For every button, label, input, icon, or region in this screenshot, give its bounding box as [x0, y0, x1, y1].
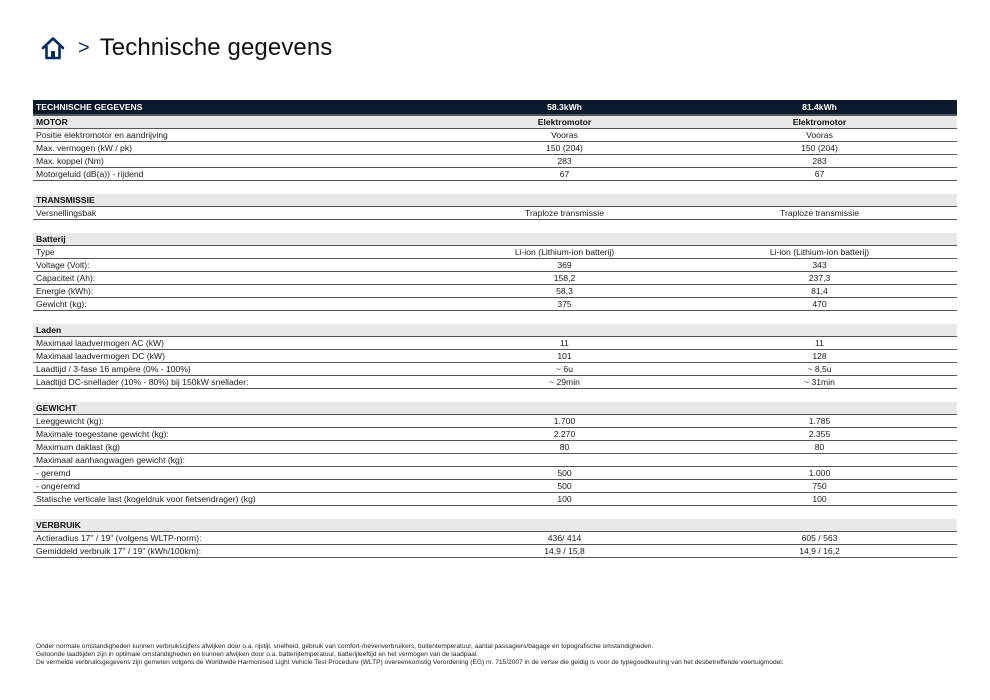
row-label: Gewicht (kg): — [33, 298, 447, 311]
table-row — [33, 415, 957, 428]
row-value-58kwh: 150 (204) — [447, 142, 682, 155]
row-value-58kwh: ~ 6u — [447, 363, 682, 376]
section-value-58kwh — [447, 402, 682, 415]
row-value-81kwh: 1.000 — [682, 467, 957, 480]
row-value-81kwh: 2.355 — [682, 428, 957, 441]
row-label: Voltage (Volt): — [33, 259, 447, 272]
table-row — [33, 467, 957, 480]
table-row — [33, 545, 957, 558]
section-value-58kwh — [447, 194, 682, 207]
table-row — [33, 142, 957, 155]
row-value-58kwh: 158,2 — [447, 272, 682, 285]
section-spacer — [33, 506, 957, 520]
row-value-81kwh: 605 / 563 — [682, 532, 957, 545]
row-value-81kwh — [682, 454, 957, 467]
row-label: Maximale toegestane gewicht (kg): — [33, 428, 447, 441]
row-label: Leeggewicht (kg): — [33, 415, 447, 428]
row-value-81kwh: ~ 8,5u — [682, 363, 957, 376]
row-label: - ongeremd — [33, 480, 447, 493]
row-label: Positie elektromotor en aandrijving — [33, 129, 447, 142]
section-header-row — [33, 402, 957, 415]
row-value-58kwh: ~ 29min — [447, 376, 682, 389]
row-value-81kwh: 470 — [682, 298, 957, 311]
row-label: Maximaal laadvermogen DC (kW) — [33, 350, 447, 363]
section-value-58kwh — [447, 233, 682, 246]
section-value-81kwh: Elektromotor — [682, 115, 957, 129]
row-label: Gemiddeld verbruik 17" / 19" (kWh/100km): — [33, 545, 447, 558]
row-value-58kwh: 375 — [447, 298, 682, 311]
row-value-58kwh: Traploze transmissie — [447, 207, 682, 220]
row-value-58kwh: 58,3 — [447, 285, 682, 298]
section-value-58kwh — [447, 519, 682, 532]
row-value-81kwh: 150 (204) — [682, 142, 957, 155]
section-header-row — [33, 194, 957, 207]
row-label: Motorgeluid (dB(a)) - rijdend — [33, 168, 447, 181]
row-label: Versnellingsbak — [33, 207, 447, 220]
row-value-81kwh: 100 — [682, 493, 957, 506]
table-row — [33, 285, 957, 298]
row-value-81kwh: 67 — [682, 168, 957, 181]
table-row — [33, 428, 957, 441]
row-value-58kwh: 500 — [447, 467, 682, 480]
row-value-81kwh: 11 — [682, 337, 957, 350]
row-value-58kwh: 101 — [447, 350, 682, 363]
breadcrumb-separator: > — [78, 36, 90, 59]
table-row — [33, 246, 957, 259]
row-value-81kwh: 1.785 — [682, 415, 957, 428]
footnote-consumption: Onder normale omstandigheden kunnen verbruikscijfers afwijken door o.a. rijstijl, snelheid, gebruik van comfort-/nevenverbruikers, buitentemperatuur, aantal passagiers/bagage en topografische omstandigheden. — [36, 643, 654, 650]
row-label: Maximum daklast (kg) — [33, 441, 447, 454]
row-value-58kwh: 500 — [447, 480, 682, 493]
row-label: Statische verticale last (kogeldruk voor fietsendrager) (kg) — [33, 493, 447, 506]
section-header-row — [33, 519, 957, 532]
row-value-81kwh: 343 — [682, 259, 957, 272]
row-value-58kwh: 1.700 — [447, 415, 682, 428]
row-value-58kwh: 283 — [447, 155, 682, 168]
table-row — [33, 272, 957, 285]
row-label: - geremd — [33, 467, 447, 480]
row-value-81kwh: 81,4 — [682, 285, 957, 298]
row-value-81kwh: 237,3 — [682, 272, 957, 285]
table-row — [33, 493, 957, 506]
row-value-81kwh: ~ 31min — [682, 376, 957, 389]
row-value-81kwh: 14,9 / 16,2 — [682, 545, 957, 558]
table-row — [33, 129, 957, 142]
table-row — [33, 155, 957, 168]
table-row — [33, 337, 957, 350]
footnote-charging: Getoonde laadtijden zijn in optimale omstandigheden en kunnen afwijken door o.a. batterijtemperatuur, batterijleeftijd en het vermogen van de laadpaal. — [36, 651, 479, 658]
row-value-81kwh: 283 — [682, 155, 957, 168]
section-spacer — [33, 389, 957, 403]
footnotes — [36, 643, 956, 667]
table-row — [33, 168, 957, 181]
row-value-81kwh: Li-ion (Lithium-ion batterij) — [682, 246, 957, 259]
section-value-81kwh — [682, 233, 957, 246]
footnote-wltp: De vermelde verbruiksgegevens zijn gemeten volgens de Worldwide Harmonised Light Vehicle Test Procedure (WLTP) overeenkomstig Verordening (EG) nr. 715/2007 in de versie die geldig is voor de typegoedkeuring van het desbetreffende voertuigmodel. — [36, 659, 784, 666]
table-row — [33, 350, 957, 363]
section-spacer — [33, 181, 957, 195]
table-row — [33, 376, 957, 389]
row-value-58kwh: 2.270 — [447, 428, 682, 441]
row-value-81kwh: 128 — [682, 350, 957, 363]
section-value-81kwh — [682, 402, 957, 415]
table-row — [33, 454, 957, 467]
row-value-58kwh: 67 — [447, 168, 682, 181]
section-title: VERBRUIK — [33, 519, 447, 532]
table-header-row — [33, 100, 957, 115]
section-header-row — [33, 115, 957, 129]
section-value-58kwh: Elektromotor — [447, 115, 682, 129]
section-title: Batterij — [33, 233, 447, 246]
page-title: Technische gegevens — [99, 34, 333, 61]
row-label: Max. vermogen (kW / pk) — [33, 142, 447, 155]
section-value-58kwh — [447, 324, 682, 337]
section-value-81kwh — [682, 519, 957, 532]
table-header-label: TECHNISCHE GEGEVENS — [33, 100, 447, 115]
section-spacer — [33, 311, 957, 325]
section-header-row — [33, 233, 957, 246]
table-header-col-81kwh: 81.4kWh — [682, 100, 957, 115]
row-label: Type — [33, 246, 447, 259]
section-value-81kwh — [682, 194, 957, 207]
row-value-58kwh: 80 — [447, 441, 682, 454]
section-value-81kwh — [682, 324, 957, 337]
row-value-58kwh: 436/ 414 — [447, 532, 682, 545]
section-title: TRANSMISSIE — [33, 194, 447, 207]
row-label: Maximaal laadvermogen AC (kW) — [33, 337, 447, 350]
row-label: Energie (kWh): — [33, 285, 447, 298]
specifications-table — [33, 100, 957, 558]
table-header-col-58kwh: 58.3kWh — [447, 100, 682, 115]
row-value-58kwh: 100 — [447, 493, 682, 506]
row-value-58kwh — [447, 454, 682, 467]
row-label: Laadtijd / 3-fase 16 ampère (0% - 100%) — [33, 363, 447, 376]
table-row — [33, 532, 957, 545]
table-row — [33, 298, 957, 311]
table-row — [33, 363, 957, 376]
row-value-81kwh: 80 — [682, 441, 957, 454]
row-value-81kwh: 750 — [682, 480, 957, 493]
table-row — [33, 441, 957, 454]
breadcrumb — [40, 30, 332, 66]
row-label: Laadtijd DC-snellader (10% - 80%) bij 150kW snellader: — [33, 376, 447, 389]
table-row — [33, 259, 957, 272]
section-title: GEWICHT — [33, 402, 447, 415]
section-title: Laden — [33, 324, 447, 337]
row-value-58kwh: 11 — [447, 337, 682, 350]
row-value-81kwh: Traploze transmissie — [682, 207, 957, 220]
row-label: Max. koppel (Nm) — [33, 155, 447, 168]
table-row — [33, 480, 957, 493]
row-value-58kwh: Vooras — [447, 129, 682, 142]
row-value-58kwh: 14,9 / 15,8 — [447, 545, 682, 558]
row-value-81kwh: Vooras — [682, 129, 957, 142]
section-spacer — [33, 220, 957, 234]
row-label: Maximaal aanhangwagen gewicht (kg): — [33, 454, 447, 467]
section-header-row — [33, 324, 957, 337]
row-label: Actieradius 17" / 19" (volgens WLTP-norm): — [33, 532, 447, 545]
table-row — [33, 207, 957, 220]
row-value-58kwh: Li-ion (Lithium-ion batterij) — [447, 246, 682, 259]
home-icon[interactable] — [40, 35, 66, 61]
section-title: MOTOR — [33, 115, 447, 129]
row-value-58kwh: 369 — [447, 259, 682, 272]
row-label: Capaciteit (Ah): — [33, 272, 447, 285]
